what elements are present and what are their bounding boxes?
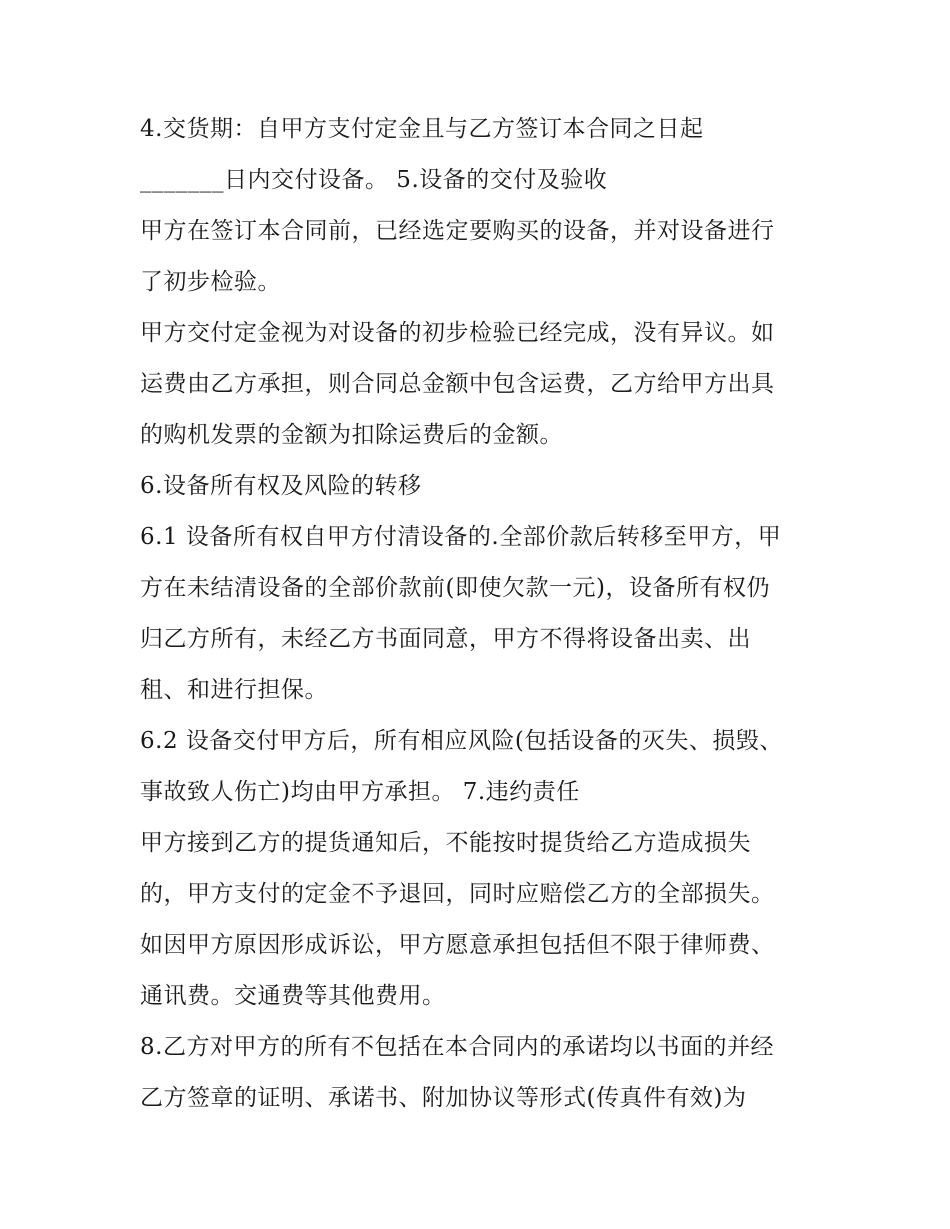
text-line: 了初步检验。: [140, 269, 281, 295]
text-line: 6.1 设备所有权自甲方付清设备的.全部价款后转移至甲方，甲: [140, 524, 782, 550]
text-line: 的，甲方支付的定金不予退回，同时应赔偿乙方的全部损失。: [140, 881, 775, 907]
text-line: 方在未结清设备的全部价款前(即使欠款一元)，设备所有权仍: [140, 575, 770, 601]
text-line: _______日内交付设备。 5.设备的交付及验收: [140, 167, 608, 193]
text-line: 事故致人伤亡)均由甲方承担。 7.违约责任: [140, 779, 580, 805]
text-line: 乙方签章的证明、承诺书、附加协议等形式(传真件有效)为: [140, 1085, 747, 1111]
text-line: 6.2 设备交付甲方后，所有相应风险(包括设备的灭失、损毁、: [140, 728, 783, 754]
text-line: 6.设备所有权及风险的转移: [140, 473, 422, 499]
text-line: 归乙方所有，未经乙方书面同意，甲方不得将设备出卖、出: [140, 626, 751, 652]
text-line: 8.乙方对甲方的所有不包括在本合同内的承诺均以书面的并经: [140, 1034, 774, 1060]
text-line: 4.交货期：自甲方支付定金且与乙方签订本合同之日起: [140, 116, 704, 142]
document-body: [140, 104, 820, 1124]
text-line: 甲方交付定金视为对设备的初步检验已经完成，没有异议。如: [140, 320, 775, 346]
text-line: 通讯费。交通费等其他费用。: [140, 983, 446, 1009]
text-line: 租、和进行担保。: [140, 677, 328, 703]
text-line: 运费由乙方承担，则合同总金额中包含运费，乙方给甲方出具: [140, 371, 775, 397]
text-line: 如因甲方原因形成诉讼，甲方愿意承担包括但不限于律师费、: [140, 932, 775, 958]
text-line: 的购机发票的金额为扣除运费后的金额。: [140, 422, 563, 448]
text-line: 甲方在签订本合同前，已经选定要购买的设备，并对设备进行: [140, 218, 775, 244]
text-line: 甲方接到乙方的提货通知后，不能按时提货给乙方造成损失: [140, 830, 751, 856]
